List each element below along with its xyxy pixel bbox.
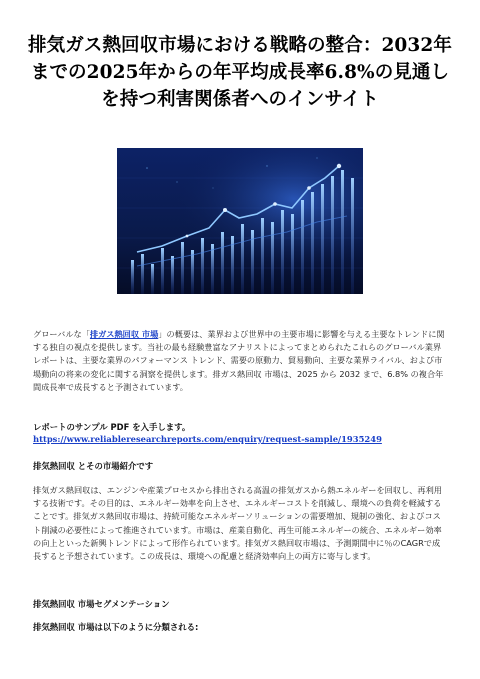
intro-paragraph <box>33 328 447 394</box>
sample-url-link[interactable]: https://www.reliableresearchreports.com/enquiry/request-sample/1935249 <box>33 434 382 444</box>
intro-after-link: 」の概要は、業界および世界中の主要市場に影響を与える主要なトレンドに関する独自の視点を提供します。当社の最も経験豊富なアナリストによってまとめられたこれらのグローバル業界レポートは、主要な業界のパフォーマンス トレンド、需要の原動力、貿易動向、主要な業界ライバル、および市場動向の将来の変化に関する洞察を提供します。排ガス熱回収 市場は、2025 から 2032 まで、6.8% の複合年間成長率で成長すると予測されています。 <box>33 329 445 392</box>
section-paragraph-intro: 排気ガス熱回収は、エンジンや産業プロセスから排出される高温の排気ガスから熱エネルギーを回収し、再利用する技術です。その目的は、エネルギー効率を向上させ、エネルギーコストを削減し、環境への負荷を軽減することです。排気ガス熱回収市場は、持続可能なエネルギーソリューションの需要増加、規制の強化、およびコスト削減の必要性によって推進されています。市場は、産業自動化、再生可能エネルギーの統合、エネルギー効率の向上といった新興トレンドによって形作られています。排気ガス熱回収市場は、予測期間中に％のCAGRで成長すると予想されています。この成長は、環境への配慮と経済効率向上の両方に寄与します。 <box>33 485 442 562</box>
hero-image <box>117 148 363 294</box>
section-heading-segmentation: 排気熱回収 市場セグメンテーション <box>33 599 170 609</box>
section-heading-classification: 排気熱回収 市場は以下のように分類される: <box>33 622 199 632</box>
financial-growth-chart-image <box>117 148 363 294</box>
page-title: 排気ガス熱回収市場における戦略の整合：2032年までの2025年からの年平均成長率6.8%の見通しを持つ利害関係者へのインサイト <box>28 35 452 110</box>
sample-request-block <box>33 421 447 445</box>
section-heading-intro: 排気熱回収 とその市場紹介です <box>33 461 154 471</box>
sample-label: レポートのサンプル PDF を入手します。 <box>33 422 191 432</box>
market-link[interactable]: 排ガス熱回収 市場 <box>89 329 159 339</box>
intro-before-link: グローバルな「 <box>33 329 90 339</box>
